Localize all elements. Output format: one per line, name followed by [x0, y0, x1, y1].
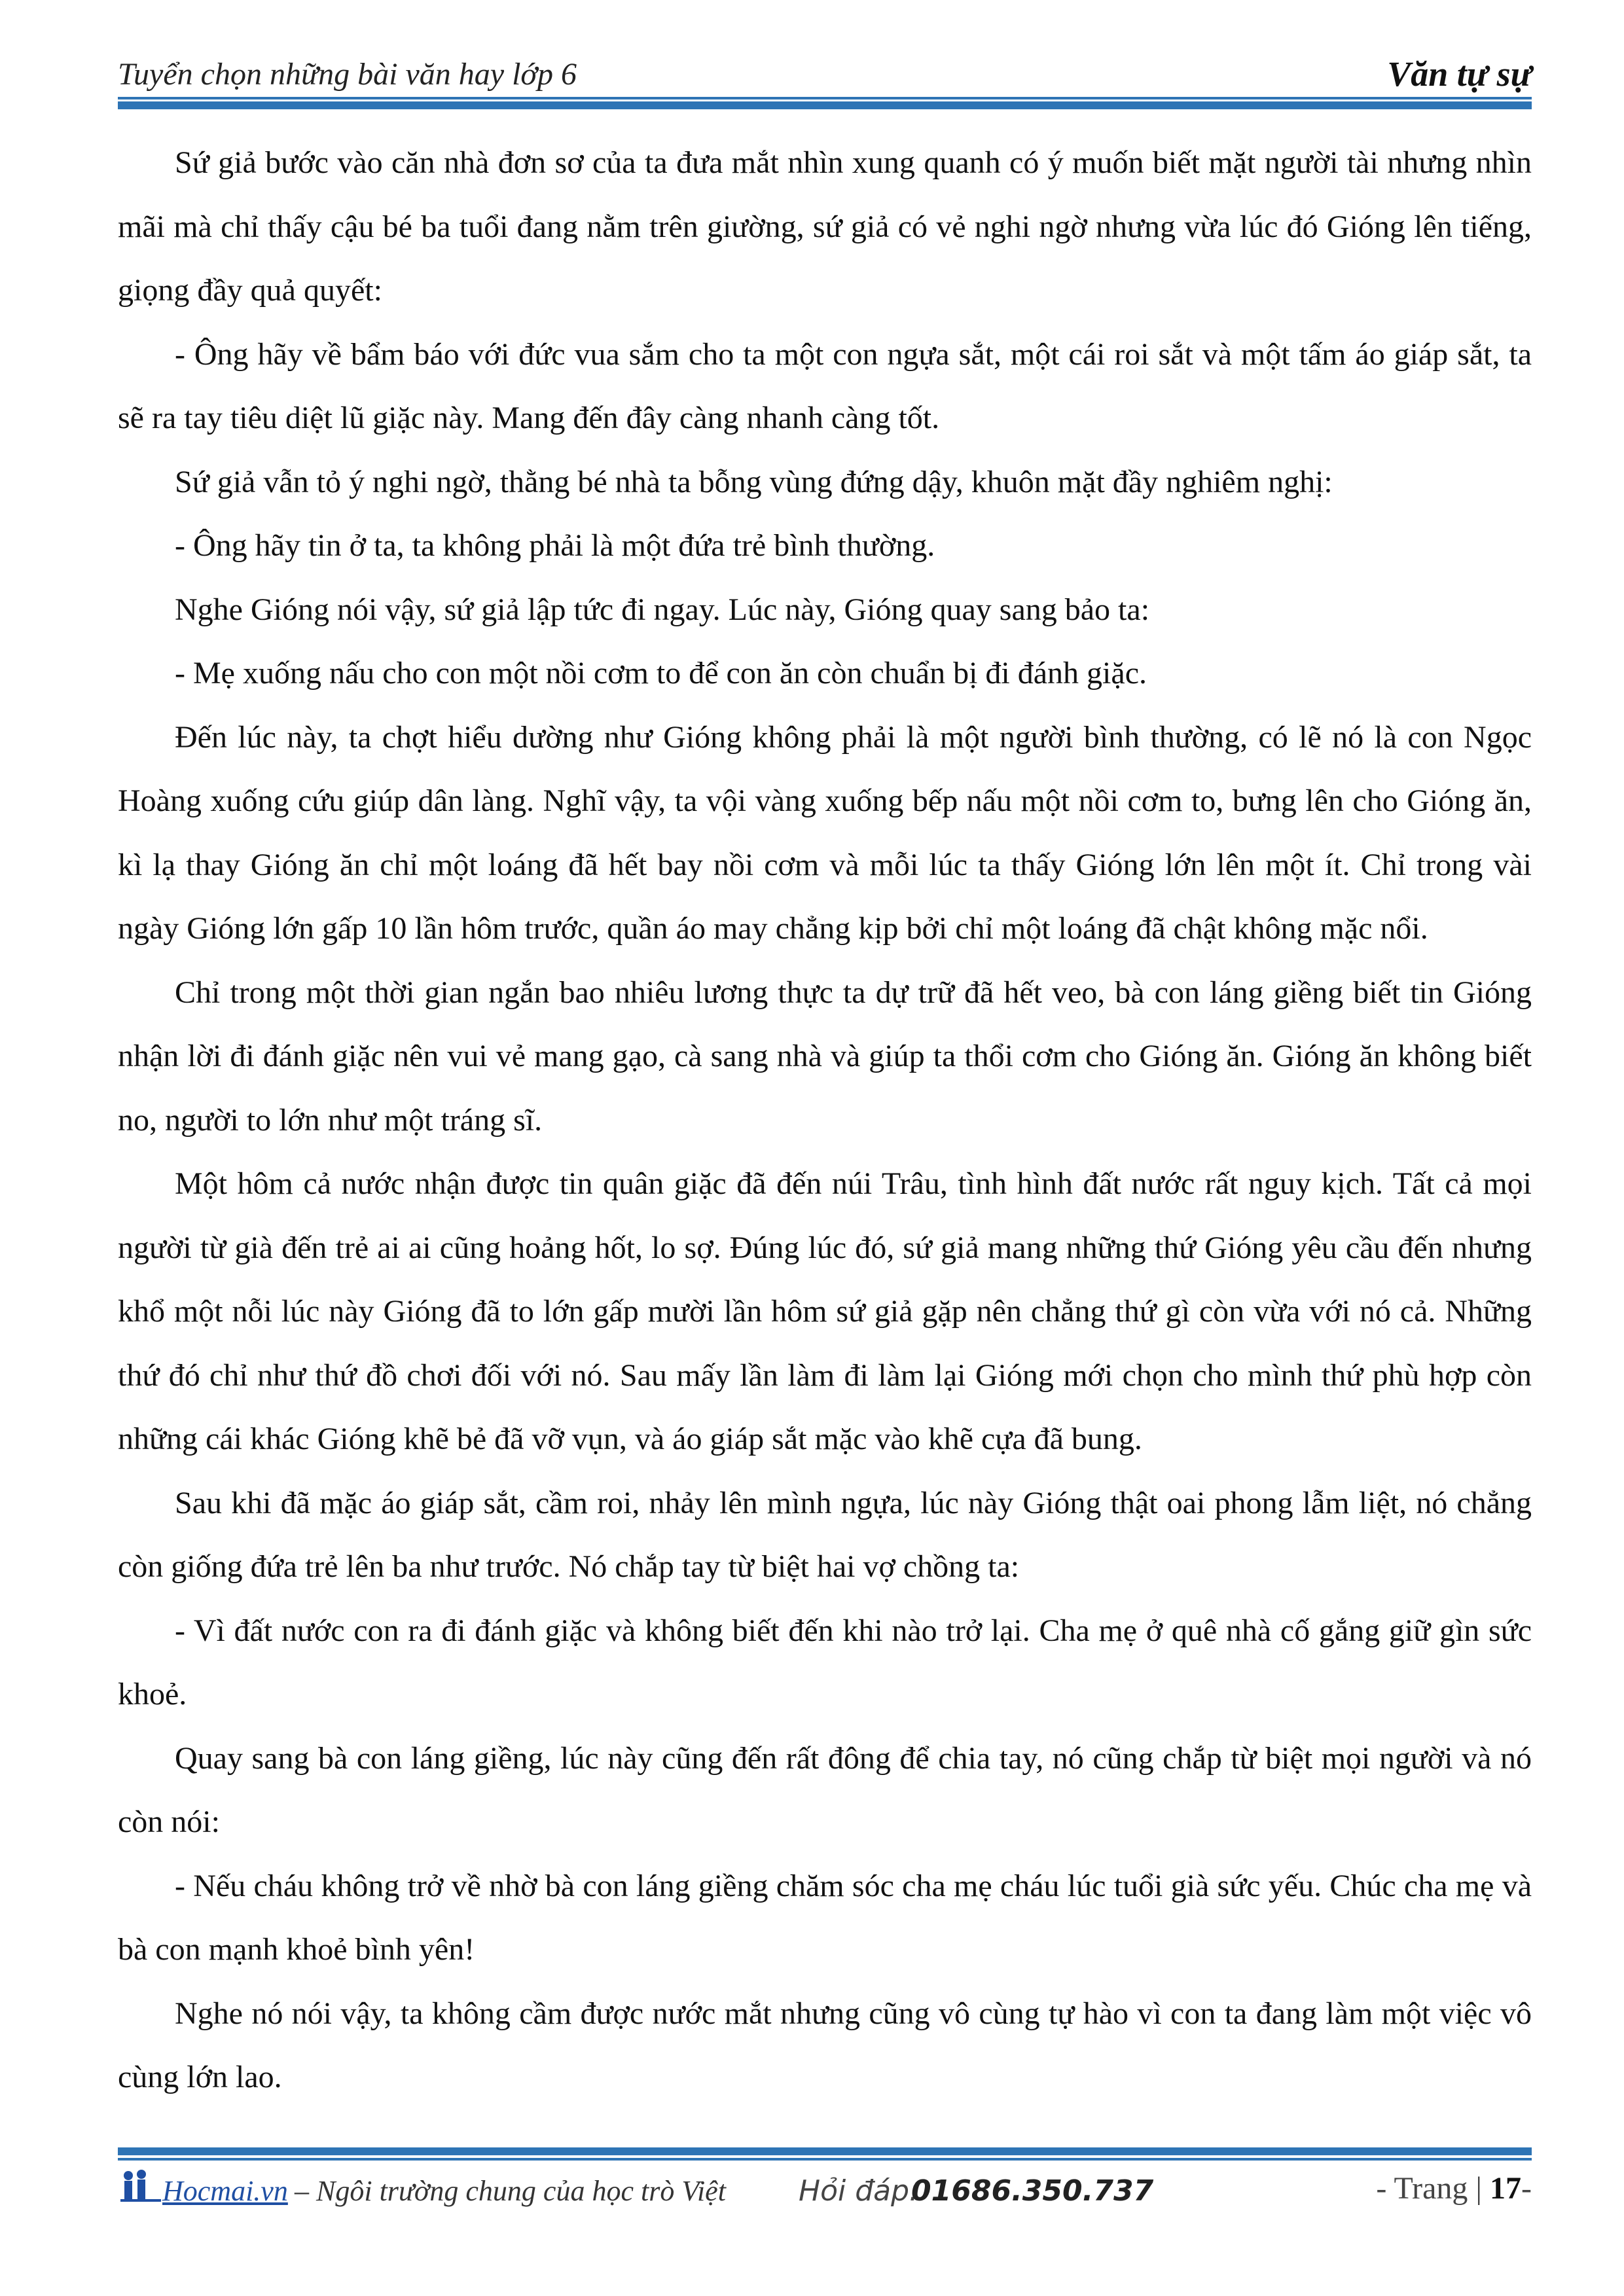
- header-rule-thick: [118, 101, 1532, 109]
- paragraph: Đến lúc này, ta chợt hiểu dường như Gióng không phải là một người bình thường, có lẽ nó là con Ngọc Hoàng xuống cứu giúp dân làng. Nghĩ vậy, ta vội vàng xuống bếp nấu một nồi cơm to, bưng lên cho Gióng ăn, kì lạ thay Gióng ăn chỉ một loáng đã hết bay nồi cơm và mỗi lúc ta thấy Gióng lớn lên một ít. Chỉ trong vài ngày Gióng lớn gấp 10 lần hôm trước, quần áo may chẳng kịp bởi chỉ một loáng đã chật không mặc nổi.: [118, 719, 1532, 946]
- paragraph: Sứ giả vẫn tỏ ý nghi ngờ, thằng bé nhà ta bỗng vùng đứng dậy, khuôn mặt đầy nghiêm nghị:: [175, 464, 1333, 499]
- document-title: Tuyển chọn những bài văn hay lớp 6: [118, 57, 577, 92]
- page-suffix: -: [1521, 2171, 1532, 2206]
- hotline-number: 01686.350.737: [911, 2174, 1154, 2208]
- hotline-label: Hỏi đáp:: [799, 2174, 919, 2208]
- paragraph: Sứ giả bước vào căn nhà đơn sơ của ta đưa mắt nhìn xung quanh có ý muốn biết mặt người tài nhưng nhìn mãi mà chỉ thấy cậu bé ba tuổi đang nằm trên giường, sứ giả có vẻ nghi ngờ nhưng vừa lúc đó Gióng lên tiếng, giọng đầy quả quyết:: [118, 145, 1532, 308]
- paragraph: - Ông hãy tin ở ta, ta không phải là một đứa trẻ bình thường.: [175, 528, 935, 563]
- paragraph: Quay sang bà con láng giềng, lúc này cũng đến rất đông để chia tay, nó cũng chắp từ biệt mọi người và nó còn nói:: [118, 1740, 1532, 1839]
- paragraph: Một hôm cả nước nhận được tin quân giặc đã đến núi Trâu, tình hình đất nước rất nguy kịch. Tất cả mọi người từ già đến trẻ ai ai cũng hoảng hốt, lo sợ. Đúng lúc đó, sứ giả mang những thứ Gióng yêu cầu đến nhưng khổ một nỗi lúc này Gióng đã to lớn gấp mười lần hôm sứ giả gặp nên chẳng thứ gì còn vừa với nó cả. Những thứ đó chỉ như thứ đồ chơi đối với nó. Sau mấy lần làm đi làm lại Gióng mới chọn cho mình thứ phù hợp còn những cái khác Gióng khẽ bẻ đã vỡ vụn, và áo giáp sắt mặc vào khẽ cựa đã bung.: [118, 1166, 1532, 1456]
- footer-rule-thick: [118, 2147, 1532, 2155]
- page-number-label: [1376, 2170, 1532, 2206]
- paragraph: Chỉ trong một thời gian ngắn bao nhiêu lương thực ta dự trữ đã hết veo, bà con láng giềng biết tin Gióng nhận lời đi đánh giặc nên vui vẻ mang gạo, cà sang nhà và giúp ta thổi cơm cho Gióng ăn. Gióng ăn không biết no, người to lớn như một tráng sĩ.: [118, 975, 1532, 1138]
- paragraph: - Nếu cháu không trở về nhờ bà con láng giềng chăm sóc cha mẹ cháu lúc tuổi già sức yếu. Chúc cha mẹ và bà con mạnh khoẻ bình yên!: [118, 1868, 1532, 1967]
- page-number: 17: [1490, 2171, 1522, 2206]
- paragraph: - Ông hãy về bẩm báo với đức vua sắm cho ta một con ngựa sắt, một cái roi sắt và một tấm áo giáp sắt, ta sẽ ra tay tiêu diệt lũ giặc này. Mang đến đây càng nhanh càng tốt.: [118, 336, 1532, 435]
- paragraph: - Vì đất nước con ra đi đánh giặc và không biết đến khi nào trở lại. Cha mẹ ở quê nhà cố gắng giữ gìn sức khoẻ.: [118, 1613, 1532, 1712]
- footer-slogan: – Ngôi trường chung của học trò Việt: [295, 2175, 726, 2207]
- paragraph: - Mẹ xuống nấu cho con một nồi cơm to để con ăn còn chuẩn bị đi đánh giặc.: [175, 656, 1147, 691]
- paragraph: Nghe nó nói vậy, ta không cầm được nước mắt nhưng cũng vô cùng tự hào vì con ta đang làm một việc vô cùng lớn lao.: [118, 1996, 1532, 2094]
- paragraph: Nghe Gióng nói vậy, sứ giả lập tức đi ngay. Lúc này, Gióng quay sang bảo ta:: [175, 592, 1150, 627]
- body-text: [118, 131, 1532, 2109]
- footer-rule-thin: [118, 2158, 1532, 2161]
- brand-link[interactable]: Hocmai.vn: [162, 2175, 288, 2207]
- paragraph: Sau khi đã mặc áo giáp sắt, cầm roi, nhảy lên mình ngựa, lúc này Gióng thật oai phong lẫm liệt, nó chẳng còn giống đứa trẻ lên ba như trước. Nó chắp tay từ biệt hai vợ chồng ta:: [118, 1485, 1532, 1584]
- page-footer: [118, 2164, 1532, 2223]
- section-title: Văn tự sự: [1387, 54, 1532, 94]
- page-prefix: - Trang |: [1376, 2171, 1483, 2206]
- header-rule-thin: [118, 97, 1532, 99]
- hocmai-logo-icon: [118, 2168, 164, 2204]
